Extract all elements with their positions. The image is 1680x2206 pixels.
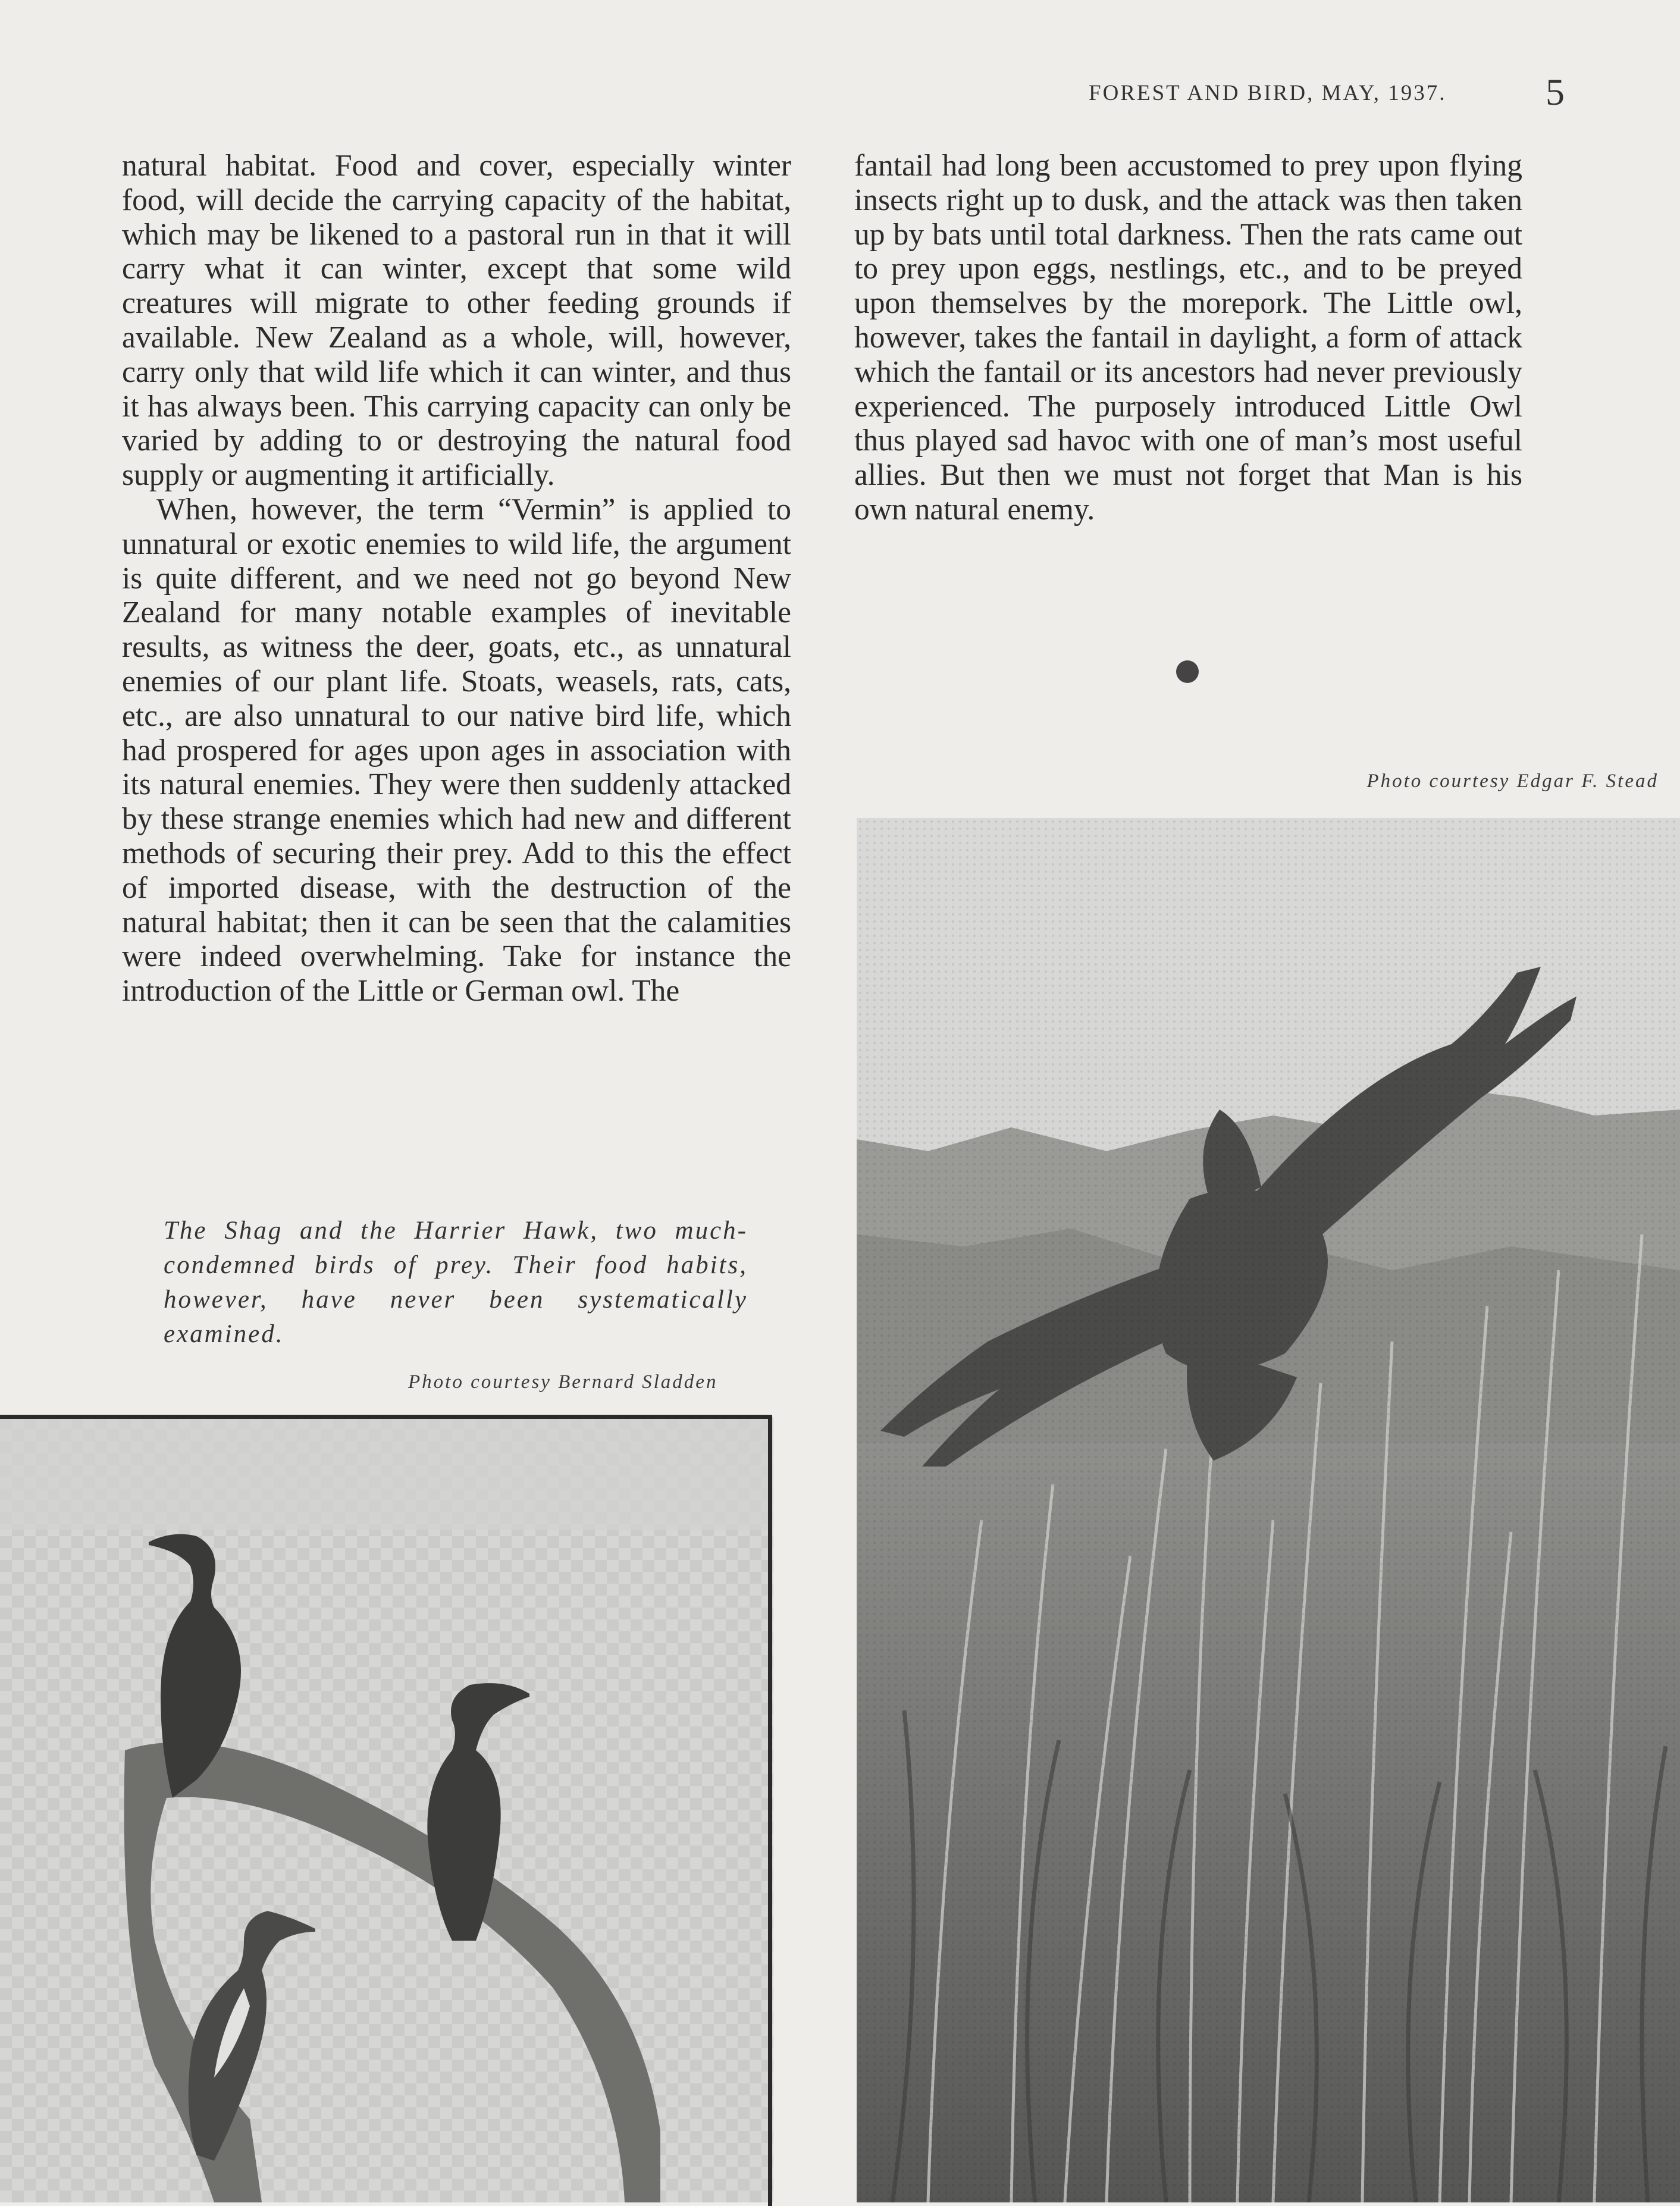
- running-header: FOREST AND BIRD, MAY, 1937.: [1089, 81, 1447, 105]
- right-text-column: [854, 149, 1522, 527]
- harrier-hawk-photo: [857, 818, 1680, 2202]
- hawk-photo-credit: Photo courtesy Edgar F. Stead: [1366, 770, 1659, 792]
- left-paragraph-1: natural habitat. Food and cover, especially winter food, will decide the carrying capacity of the habitat, which may be likened to a pastoral run in that it will carry what it can winter, except that some wild creatures will migrate to other feeding grounds if available. New Zealand as a whole, will, however, carry only that wild life which it can winter, and thus it has always been. This carrying capacity can only be varied by adding to or destroying the natural food supply or augmenting it artificially.: [122, 149, 791, 493]
- left-paragraph-2: When, however, the term “Vermin” is applied to unnatural or exotic enemies to wild life, the argument is quite different, and we need not go beyond New Zealand for many notable examples of inevitable results, as witness the deer, goats, etc., as unnatural enemies of our plant life. Stoats, weasels, rats, cats, etc., are also unnatural to our native bird life, which had prospered for ages upon ages in association with its natural enemies. They were then suddenly attacked by these strange enemies which had new and different methods of securing their prey. Add to this the effect of imported disease, with the destruction of the natural habitat; then it can be seen that the calamities were indeed overwhelming. Take for instance the introduction of the Little or German owl. The: [122, 492, 791, 1008]
- section-divider-dot: [1176, 660, 1199, 683]
- left-text-column: [122, 149, 791, 1008]
- shag-photo: [0, 1417, 773, 2202]
- page-number: 5: [1546, 71, 1565, 113]
- shag-photo-credit: Photo courtesy Bernard Sladden: [408, 1371, 718, 1393]
- right-paragraph-1: fantail had long been accustomed to prey upon flying insects right up to dusk, and the attack was then taken up by bats until total darkness. Then the rats came out to prey upon eggs, nestlings, etc., and to be preyed upon themselves by the morepork. The Little owl, however, takes the fantail in daylight, a form of attack which the fantail or its ancestors had never previously experienced. The purposely introduced Little Owl thus played sad havoc with one of man’s most useful allies. But then we must not forget that Man is his own natural enemy.: [854, 149, 1522, 527]
- shag-photo-caption: The Shag and the Harrier Hawk, two much-condemned birds of prey. Their food habits, however, have never been systematically examined.: [164, 1217, 748, 1348]
